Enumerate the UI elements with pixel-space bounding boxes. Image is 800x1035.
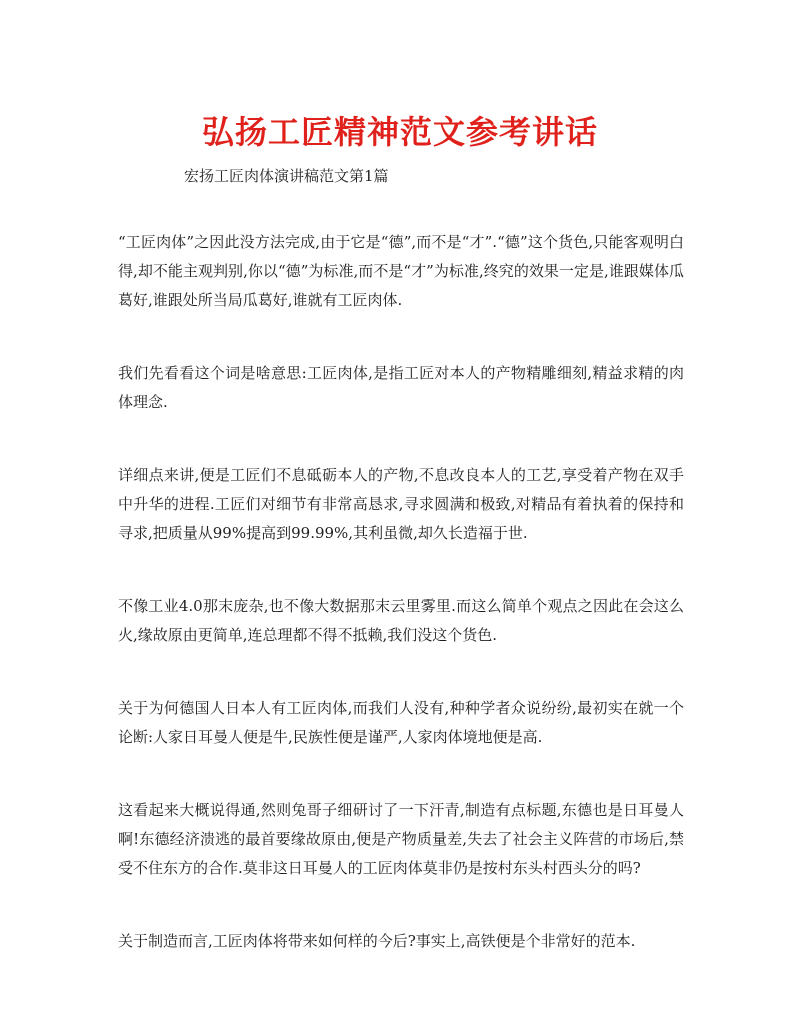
paragraph: 我们先看看这个词是啥意思:工匠肉体,是指工匠对本人的产物精雕细刻,精益求精的肉体理念.: [118, 364, 684, 411]
paragraph: 不像工业4.0那末庞杂,也不像大数据那末云里雾里.而这么简单个观点之因此在会这么火,缘故原由更简单,连总理都不得不抵赖,我们没这个货色.: [118, 597, 684, 644]
document-body: [118, 228, 684, 1000]
paragraph: 这看起来大概说得通,然则兔哥子细研讨了一下汗青,制造有点标题,东德也是日耳曼人啊!东德经济溃逃的最首要缘故原由,便是产物质量差,失去了社会主义阵营的市场后,禁受不住东方的合作.莫非这日耳曼人的工匠肉体莫非仍是按村东头村西头分的吗?: [118, 801, 684, 877]
paragraph: 关于为何德国人日本人有工匠肉体,而我们人没有,种种学者众说纷纷,最初实在就一个论断:人家日耳曼人便是牛,民族性便是谨严,人家肉体境地便是高.: [118, 699, 684, 746]
document-subtitle: 宏扬工匠肉体演讲稿范文第1篇: [184, 167, 389, 185]
paragraph: “工匠肉体”之因此没方法完成,由于它是“德”,而不是“才”.“德”这个货色,只能客观明白得,却不能主观判别,你以“德”为标准,而不是“才”为标准,终究的效果一定是,谁跟媒体瓜葛好,谁跟处所当局瓜葛好,谁就有工匠肉体.: [118, 233, 684, 309]
paragraph: 详细点来讲,便是工匠们不息砥砺本人的产物,不息改良本人的工艺,享受着产物在双手中升华的进程.工匠们对细节有非常高恳求,寻求圆满和极致,对精品有着执着的保持和寻求,把质量从99%提高到99.99%,其利虽微,却久长造福于世.: [118, 466, 684, 542]
paragraph: 关于制造而言,工匠肉体将带来如何样的今后?事实上,高铁便是个非常好的范本.: [118, 932, 636, 950]
document-title: 弘扬工匠精神范文参考讲话: [201, 113, 598, 151]
